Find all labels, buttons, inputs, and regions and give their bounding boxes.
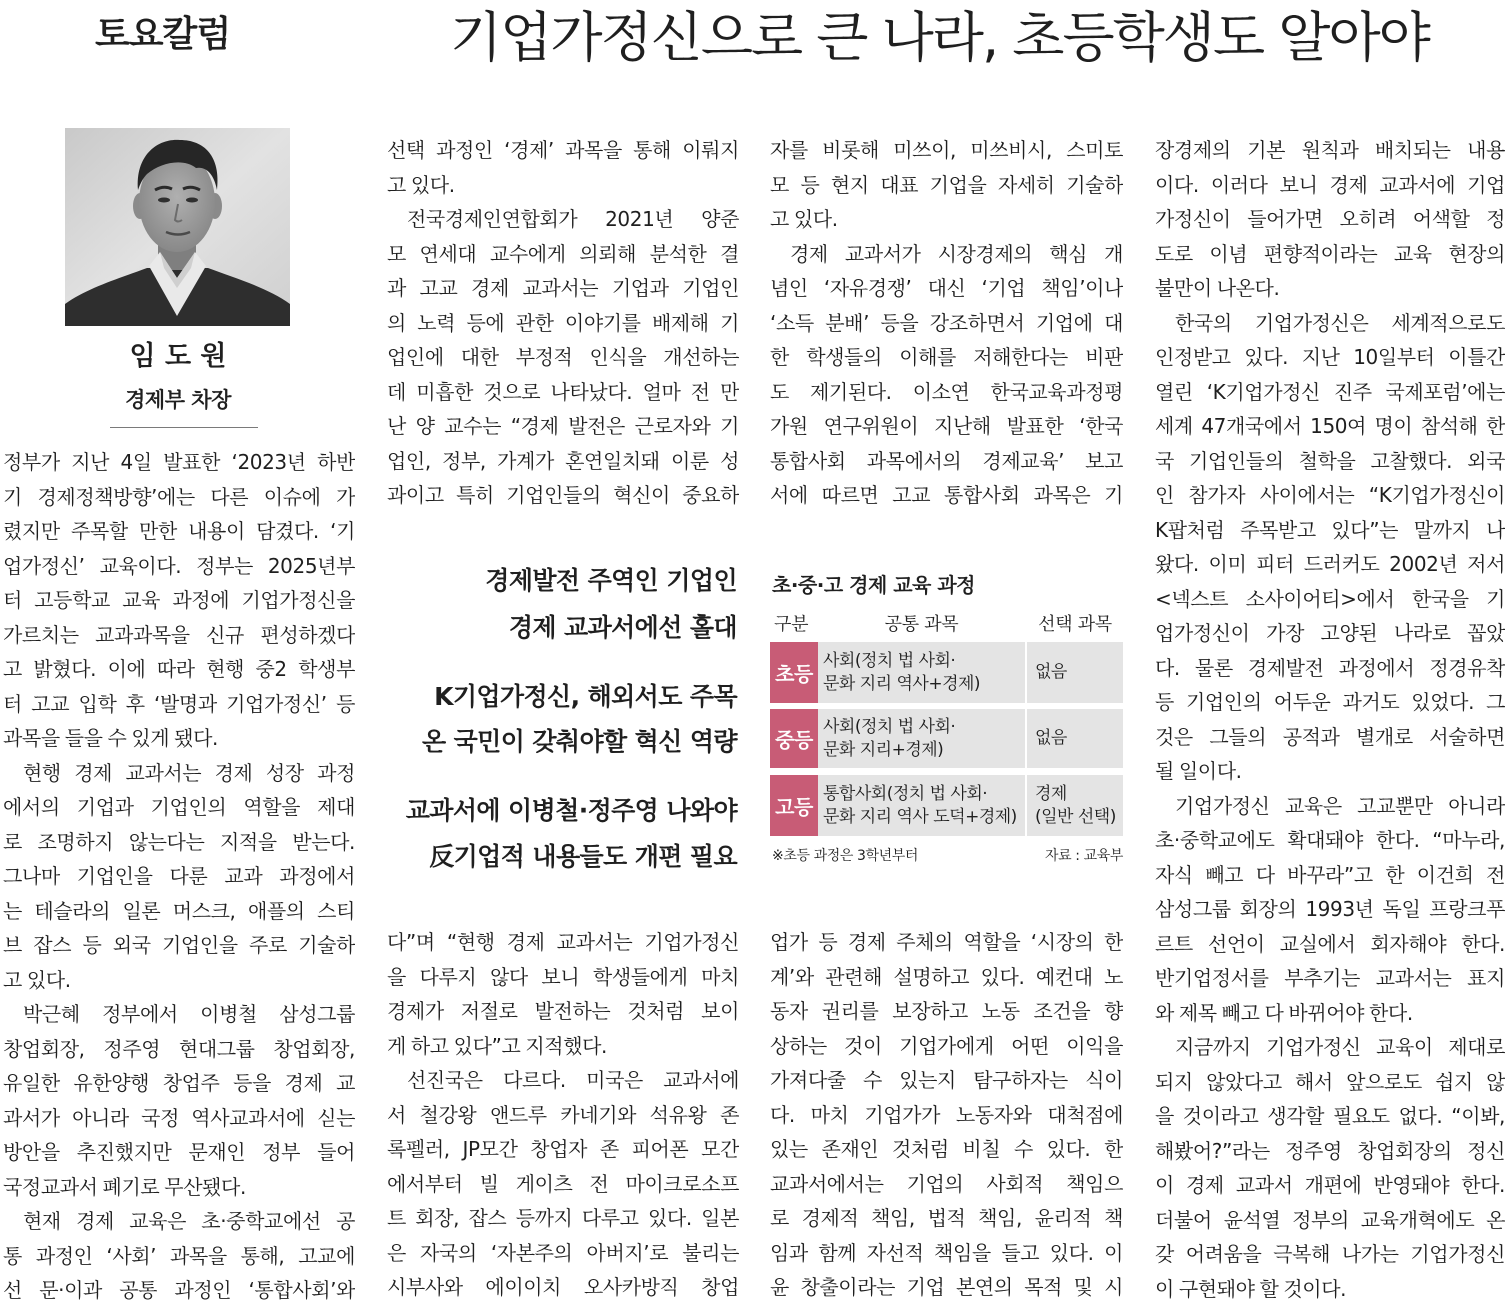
body-line: 경제가 저절로 발전하는 것처럼 보이 [387, 999, 739, 1023]
body-line: 삼성그룹 회장의 1993년 독일 프랑크푸 [1155, 897, 1505, 921]
body-line: 고 있다. [387, 172, 455, 197]
body-line: 을 다루지 않다 보니 학생들에게 마치 [387, 964, 739, 989]
cell-text: 문화 지리+경제) [823, 739, 944, 760]
cell-text: 통합사회(정치 법 사회· [823, 783, 988, 804]
body-line: 되지 않았다고 해서 앞으로도 쉽지 않 [1155, 1069, 1505, 1094]
cell-text: 문화 지리 역사+경제) [823, 673, 981, 694]
body-line: 지금까지 기업가정신 교육이 제대로 [1175, 1035, 1505, 1059]
table-header-category: 구분 [774, 614, 809, 635]
body-line: 과목을 들을 수 있게 됐다. [3, 726, 218, 750]
body-line: 통 과정인 ‘사회’ 과목을 통해, 고교에 [3, 1243, 355, 1268]
body-column-3-bottom [770, 925, 1123, 1305]
author-photo [65, 128, 290, 326]
body-line: 르트 선언이 교실에서 회자해야 한다. [1155, 931, 1505, 956]
body-line: 과서가 아니라 국정 역사교과서에 싣는 [3, 1105, 355, 1130]
body-line: 고 밝혔다. 이에 따라 현행 중2 학생부 [3, 657, 355, 681]
row-label: 고등 [770, 775, 818, 836]
subhead-line: 경제발전 주역인 기업인 [485, 566, 737, 595]
body-line: 터 고교 입학 후 ‘발명과 기업가정신’ 등 [3, 691, 355, 716]
table-row [770, 642, 1123, 703]
body-line: 이 경제 교과서 개편에 반영돼야 한다. [1155, 1173, 1505, 1197]
cell-text: 사회(정치 법 사회· [823, 716, 956, 737]
body-line: 가원 연구위원이 지난해 발표한 ‘한국 [770, 414, 1123, 438]
body-line: 도 제기된다. 이소연 한국교육과정평 [770, 379, 1123, 404]
body-line: 열린 ‘K기업가정신 진주 국제포럼’에는 [1155, 379, 1505, 404]
body-line: 임과 함께 자선적 책임을 들고 있다. 이 [770, 1240, 1123, 1265]
body-line: 모 등 현지 대표 기업을 자세히 기술하 [770, 172, 1123, 197]
headline: 기업가정신으로 큰 나라, 초등학생도 알아야 [450, 8, 1429, 68]
body-line: 로 경제적 책임, 법적 책임, 윤리적 책 [770, 1206, 1123, 1230]
row-label: 초등 [770, 642, 818, 703]
body-line: 박근혜 정부에서 이병철 삼성그룹 [23, 1002, 355, 1026]
subhead-line: 온 국민이 갖춰야할 혁신 역량 [421, 727, 737, 756]
body-line: 것은 그들의 공적과 별개로 서술하면 [1155, 724, 1505, 749]
author-portrait-image [65, 128, 290, 326]
body-line: 게 하고 있다”고 지적했다. [387, 1033, 607, 1058]
body-line: 초·중학교에도 확대돼야 한다. “마누라, [1155, 828, 1505, 852]
body-line: 브 잡스 등 외국 기업인을 주로 기술하 [3, 933, 355, 957]
body-line: 한 학생들의 이해를 저해한다는 비판 [770, 345, 1123, 369]
body-line: 기업가정신 교육은 고교뿐만 아니라 [1175, 793, 1505, 818]
body-line: 모 연세대 교수에게 의뢰해 분석한 결 [387, 241, 739, 266]
cell-text: (일반 선택) [1035, 806, 1116, 827]
common-subject-cell [818, 775, 1025, 836]
subhead-line: 교과서에 이병철·정주영 나와야 [405, 796, 737, 825]
body-line: 업인, 정부, 가계가 혼연일치돼 이룬 성 [387, 448, 739, 473]
body-line: 창업회장, 정주영 현대그룹 창업회장, [3, 1036, 355, 1061]
body-line: 불만이 나온다. [1155, 276, 1280, 300]
table-footnote: ※초등 과정은 3학년부터 [772, 848, 919, 864]
body-line: 기 경제정책방향’에는 다른 이슈에 가 [3, 484, 355, 509]
body-line: 그나마 기업인을 다룬 교과 과정에서 [3, 864, 355, 888]
body-line: 렸지만 주목할 만한 내용이 담겼다. ‘기 [3, 519, 355, 543]
body-line: 인정받고 있다. 지난 10일부터 이틀간 [1155, 345, 1505, 369]
section-label: 토요칼럼 [95, 14, 231, 55]
body-line: 에서부터 빌 게이츠 전 마이크로소프 [387, 1171, 739, 1196]
body-line: 록펠러, JP모간 창업자 존 피어폰 모간 [387, 1137, 739, 1161]
body-line: 선 문·이과 공통 과정인 ‘통합사회’와 [3, 1278, 355, 1302]
body-line: 과 고교 경제 교과서는 기업과 기업인 [387, 276, 739, 300]
body-line: 자식 빼고 다 바꾸라”고 한 이건희 전 [1155, 862, 1505, 887]
body-line: 있는 존재인 것처럼 비칠 수 있다. 한 [770, 1137, 1123, 1161]
body-line: 는 테슬라의 일론 머스크, 애플의 스티 [3, 898, 355, 923]
body-line: 다. 물론 경제발전 과정에서 정경유착 [1155, 655, 1505, 680]
body-line: 방안을 추진했지만 문재인 정부 들어 [3, 1140, 355, 1164]
table-row [770, 775, 1123, 836]
body-line: 해봤어?”라는 정주영 창업회장의 정신 [1155, 1138, 1505, 1163]
body-line: 자를 비롯해 미쓰이, 미쓰비시, 스미토 [770, 138, 1123, 162]
author-title: 경제부 차장 [125, 388, 231, 412]
body-line: 동자 권리를 보장하고 노동 조건을 향 [770, 999, 1123, 1023]
table-row [770, 709, 1123, 768]
table-header-elective: 선택 과목 [1038, 614, 1112, 635]
body-line: 상하는 것이 기업가에게 어떤 이익을 [770, 1033, 1123, 1058]
body-line: 다. 마치 기업가가 노동자와 대척점에 [770, 1102, 1123, 1127]
body-line: 유일한 유한양행 창업주 등을 경제 교 [3, 1071, 355, 1095]
body-line: 로 조명하지 않는다는 지적을 받는다. [3, 829, 355, 854]
body-line: 한국의 기업가정신은 세계적으로도 [1175, 310, 1505, 335]
body-line: 과이고 특히 기업인들의 혁신이 중요하 [387, 483, 739, 507]
body-line: ‘소득 분배’ 등을 강조하면서 기업에 대 [770, 310, 1123, 335]
table-source: 자료 : 교육부 [1044, 848, 1123, 864]
body-line: 현재 경제 교육은 초·중학교에선 공 [23, 1209, 355, 1233]
body-line: 데 미흡한 것으로 나타났다. 얼마 전 만 [387, 379, 739, 404]
subhead-line: 경제 교과서에선 홀대 [508, 613, 737, 642]
body-line: 가정신이 들어가면 오히려 어색할 정 [1155, 207, 1505, 231]
body-line: 에서의 기업과 기업인의 역할을 제대 [3, 795, 355, 819]
common-subject-cell [818, 709, 1025, 768]
body-line: 국 기업인들의 철학을 고찰했다. 외국 [1155, 448, 1505, 473]
body-line: 업가정신이 가장 고양된 나라로 꼽았 [1155, 621, 1505, 645]
body-line: 업인에 대한 부정적 인식을 개선하는 [387, 345, 739, 369]
body-line: 반기업정서를 부추기는 교과서는 표지 [1155, 966, 1505, 990]
body-line: 념인 ‘자유경쟁’ 대신 ‘기업 책임’이나 [770, 276, 1123, 300]
body-line: 트 회장, 잡스 등까지 다루고 있다. 일본 [387, 1206, 739, 1230]
subhead-line: 反기업적 내용들도 개편 필요 [429, 842, 737, 871]
body-line: 고 있다. [770, 207, 838, 231]
body-column-1 [3, 445, 355, 1308]
body-column-4 [1155, 133, 1505, 1306]
body-line: 될 일이다. [1155, 759, 1242, 783]
common-subject-cell [818, 642, 1025, 703]
subhead-line: K기업가정신, 해외서도 주목 [434, 682, 737, 711]
body-line: 업가 등 경제 주체의 역할을 ‘시장의 한 [770, 930, 1123, 954]
body-line: 고 있다. [3, 967, 71, 992]
body-column-3-top [770, 133, 1123, 513]
cell-text: 사회(정치 법 사회· [823, 650, 956, 671]
body-line: 장경제의 기본 원칙과 배치되는 내용 [1155, 138, 1505, 162]
body-line: 경제 교과서가 시장경제의 핵심 개 [790, 241, 1123, 266]
body-line: 국정교과서 폐기로 무산됐다. [3, 1174, 246, 1199]
body-line: 갖 어려움을 극복해 나가는 기업가정신 [1155, 1242, 1505, 1266]
table-title: 초·중·고 경제 교육 과정 [772, 573, 975, 597]
cell-text: 없음 [1035, 662, 1067, 682]
body-line: 현행 경제 교과서는 경제 성장 과정 [23, 760, 355, 785]
body-line: 교과서에서는 기업의 사회적 책임으 [770, 1171, 1123, 1196]
author-divider [110, 427, 258, 428]
cell-text: 없음 [1035, 728, 1067, 748]
body-line: 세계 47개국에서 150여 명이 참석해 한 [1155, 414, 1505, 438]
body-line: 다”며 “현행 경제 교과서는 기업가정신 [387, 930, 739, 954]
body-line: K팝처럼 주목받고 있다”는 말까지 나 [1155, 517, 1505, 542]
body-line: 전국경제인연합회가 2021년 양준 [407, 207, 739, 231]
elective-subject-cell [1027, 709, 1123, 768]
body-line: 난 양 교수는 “경제 발전은 근로자와 기 [387, 414, 739, 438]
author-name: 임 도 원 [129, 341, 227, 372]
row-label: 중등 [770, 709, 818, 768]
body-line: 등 기업인의 어두운 과거도 있었다. 그 [1155, 690, 1505, 714]
body-line: 을 것이라고 생각할 필요도 없다. “이봐, [1155, 1104, 1505, 1128]
body-line: 서에 따르면 고교 통합사회 과목은 기 [770, 483, 1123, 507]
body-line: 통합사회 과목에서의 경제교육’ 보고 [770, 448, 1123, 473]
body-column-2-top [387, 133, 739, 513]
body-line: 가져다줄 수 있는지 탐구하자는 식이 [770, 1068, 1123, 1092]
body-line: 계’와 관련해 설명하고 있다. 예컨대 노 [770, 964, 1123, 989]
cell-text: 경제 [1035, 783, 1067, 804]
body-line: 선진국은 다르다. 미국은 교과서에 [407, 1068, 739, 1092]
elective-subject-cell [1027, 775, 1123, 836]
body-line: 가르치는 교과과목을 신규 편성하겠다 [3, 622, 355, 647]
education-curriculum-table [770, 570, 1123, 870]
body-line: 도로 이념 편향적이라는 교육 현장의 [1155, 241, 1505, 266]
body-line: 시부사와 에이이치 오사카방직 창업 [387, 1275, 739, 1299]
body-line: 와 제목 빼고 다 바뀌어야 한다. [1155, 1000, 1413, 1025]
body-line: 의 노력 등에 관한 이야기를 배제해 기 [387, 310, 739, 335]
body-line: 터 고등학교 교육 과정에 기업가정신을 [3, 588, 355, 612]
body-line: 은 자국의 ‘자본주의 아버지’로 불리는 [387, 1240, 739, 1265]
body-line: 윤 창출이라는 기업 본연의 목적 및 시 [770, 1275, 1123, 1299]
table-header-common: 공통 과목 [884, 614, 959, 635]
cell-text: 문화 지리 역사 도덕+경제) [823, 806, 1017, 827]
body-column-2-bottom [387, 925, 739, 1305]
body-line: 왔다. 이미 피터 드러커도 2002년 저서 [1155, 552, 1505, 576]
body-line: 정부가 지난 4일 발표한 ‘2023년 하반 [3, 450, 355, 474]
body-line: 이다. 이러다 보니 경제 교과서에 기업 [1155, 172, 1505, 197]
body-line: <넥스트 소사이어티>에서 한국을 기 [1155, 586, 1505, 611]
body-line: 업가정신’ 교육이다. 정부는 2025년부 [3, 553, 355, 578]
body-line: 서 철강왕 앤드루 카네기와 석유왕 존 [387, 1102, 739, 1127]
elective-subject-cell [1027, 642, 1123, 703]
body-line: 더불어 윤석열 정부의 교육개혁에도 온 [1155, 1207, 1505, 1232]
body-line: 이 구현돼야 할 것이다. [1155, 1276, 1347, 1301]
body-line: 선택 과정인 ‘경제’ 과목을 통해 이뤄지 [387, 138, 739, 162]
body-line: 인 참가자 사이에서는 “K기업가정신이 [1155, 483, 1505, 507]
